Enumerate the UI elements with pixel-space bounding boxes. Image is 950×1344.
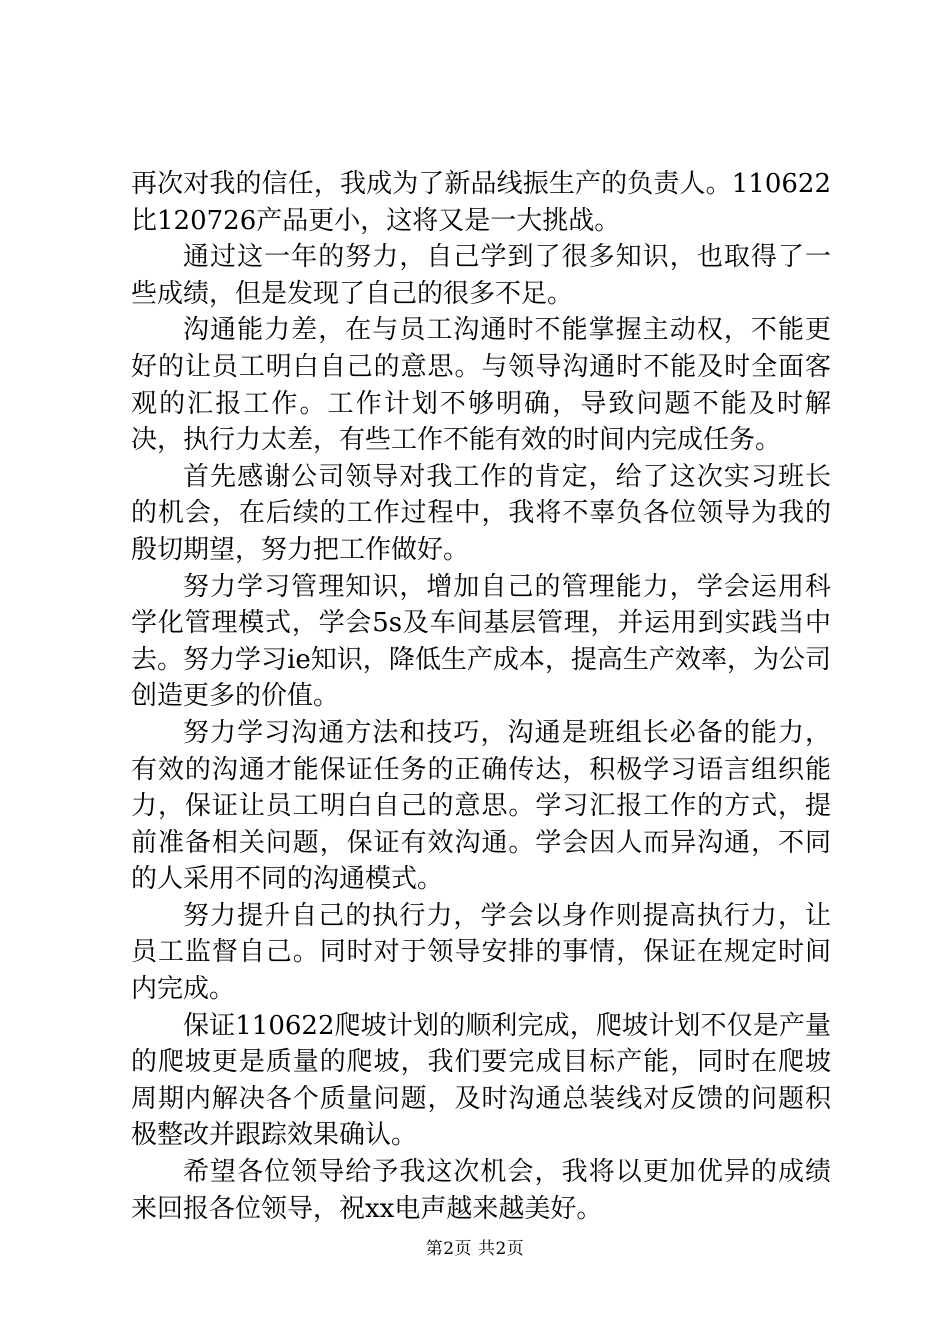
paragraph-7: 努力提升自己的执行力，学会以身作则提高执行力，让员工监督自己。同时对于领导安排的事情，保证在规定时间内完成。 [131, 900, 831, 1005]
page-footer: 第2页 共2页 [425, 1239, 525, 1259]
paragraph-4: 首先感谢公司领导对我工作的肯定，给了这次实习班长的机会，在后续的工作过程中，我将不辜负各位领导为我的殷切期望，努力把工作做好。 [131, 461, 831, 565]
paragraph-6: 努力学习沟通方法和技巧，沟通是班组长必备的能力，有效的沟通才能保证任务的正确传达，积极学习语言组织能力，保证让员工明白自己的意思。学习汇报工作的方式，提前准备相关问题，保证有效沟通。学会因人而异沟通，不同的人采用不同的沟通模式。 [131, 717, 831, 895]
paragraph-2: 通过这一年的努力，自己学到了很多知识，也取得了一些成绩，但是发现了自己的很多不足。 [131, 242, 831, 309]
paragraph-5: 努力学习管理知识，增加自己的管理能力，学会运用科学化管理模式，学会5s及车间基层管理，并运用到实践当中去。努力学习ie知识，降低生产成本，提高生产效率，为公司创造更多的价值。 [131, 571, 831, 712]
document-body [131, 166, 831, 1227]
paragraph-9: 希望各位领导给予我这次机会，我将以更加优异的成绩来回报各位领导，祝xx电声越来越美好。 [131, 1157, 831, 1224]
paragraph-1: 再次对我的信任，我成为了新品线振生产的负责人。110622比120726产品更小，这将又是一大挑战。 [131, 169, 831, 236]
paragraph-3: 沟通能力差，在与员工沟通时不能掌握主动权，不能更好的让员工明白自己的意思。与领导沟通时不能及时全面客观的汇报工作。工作计划不够明确，导致问题不能及时解决，执行力太差，有些工作不能有效的时间内完成任务。 [131, 315, 831, 456]
paragraph-8: 保证110622爬坡计划的顺利完成，爬坡计划不仅是产量的爬坡更是质量的爬坡，我们要完成目标产能，同时在爬坡周期内解决各个质量问题，及时沟通总装线对反馈的问题积极整改并跟踪效果确认。 [131, 1010, 831, 1151]
